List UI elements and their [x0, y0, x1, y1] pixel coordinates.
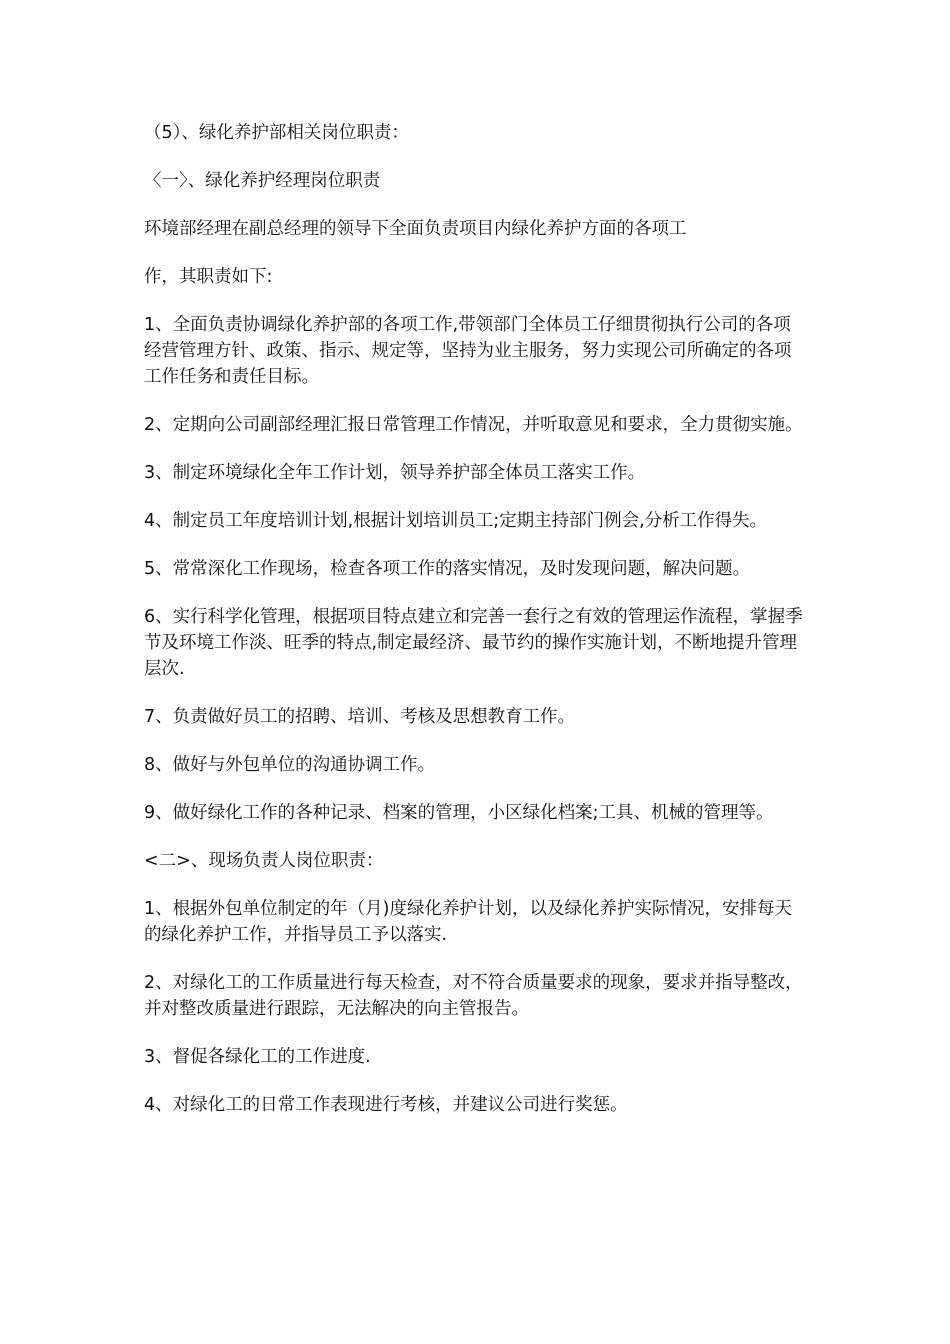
manager-duty-item: 3、制定环境绿化全年工作计划，领导养护部全体员工落实工作。	[144, 463, 646, 483]
section-title: （5）、绿化养护部相关岗位职责：	[144, 123, 409, 143]
manager-duty-item: 1、全面负责协调绿化养护部的各项工作,带领部门全体员工仔细贯彻执行公司的各项经营管理方针、政策、指示、规定等，坚持为业主服务，努力实现公司所确定的各项工作任务和责任目标。	[144, 315, 792, 387]
manager-duty-item: 6、实行科学化管理，根据项目特点建立和完善一套行之有效的管理运作流程，掌握季节及环境工作淡、旺季的特点,制定最经济、最节约的操作实施计划，不断地提升管理层次.	[144, 607, 803, 679]
supervisor-duty-item: 4、对绿化工的日常工作表现进行考核，并建议公司进行奖惩。	[144, 1095, 628, 1115]
document-body	[144, 120, 808, 1140]
manager-duty-item: 9、做好绿化工作的各种记录、档案的管理，小区绿化档案;工具、机械的管理等。	[144, 803, 774, 823]
manager-duty-item: 2、定期向公司副部经理汇报日常管理工作情况，并听取意见和要求，全力贯彻实施。	[144, 415, 803, 435]
manager-duties-title: 〈一〉、绿化养护经理岗位职责	[144, 171, 381, 191]
manager-duties-list	[144, 312, 808, 826]
supervisor-duty-item: 3、督促各绿化工的工作进度.	[144, 1047, 371, 1067]
supervisor-duties-title: <二>、现场负责人岗位职责：	[144, 851, 384, 871]
manager-intro-line-1: 环境部经理在副总经理的领导下全面负责项目内绿化养护方面的各项工	[144, 219, 687, 239]
supervisor-duty-item: 2、对绿化工的工作质量进行每天检查，对不符合质量要求的现象，要求并指导整改，并对整改质量进行跟踪，无法解决的向主管报告。	[144, 973, 803, 1019]
manager-duty-item: 4、制定员工年度培训计划,根据计划培训员工;定期主持部门例会,分析工作得失。	[144, 511, 768, 531]
manager-duty-item: 7、负责做好员工的招聘、培训、考核及思想教育工作。	[144, 707, 576, 727]
supervisor-duties-list	[144, 896, 808, 1118]
manager-duty-item: 5、常常深化工作现场，检查各项工作的落实情况，及时发现问题，解决问题。	[144, 559, 751, 579]
supervisor-duty-item: 1、根据外包单位制定的年（月)度绿化养护计划，以及绿化养护实际情况，安排每天的绿化养护工作，并指导员工予以落实.	[144, 899, 792, 945]
manager-duty-item: 8、做好与外包单位的沟通协调工作。	[144, 755, 436, 775]
manager-intro-line-2: 作，其职责如下:	[144, 267, 273, 287]
